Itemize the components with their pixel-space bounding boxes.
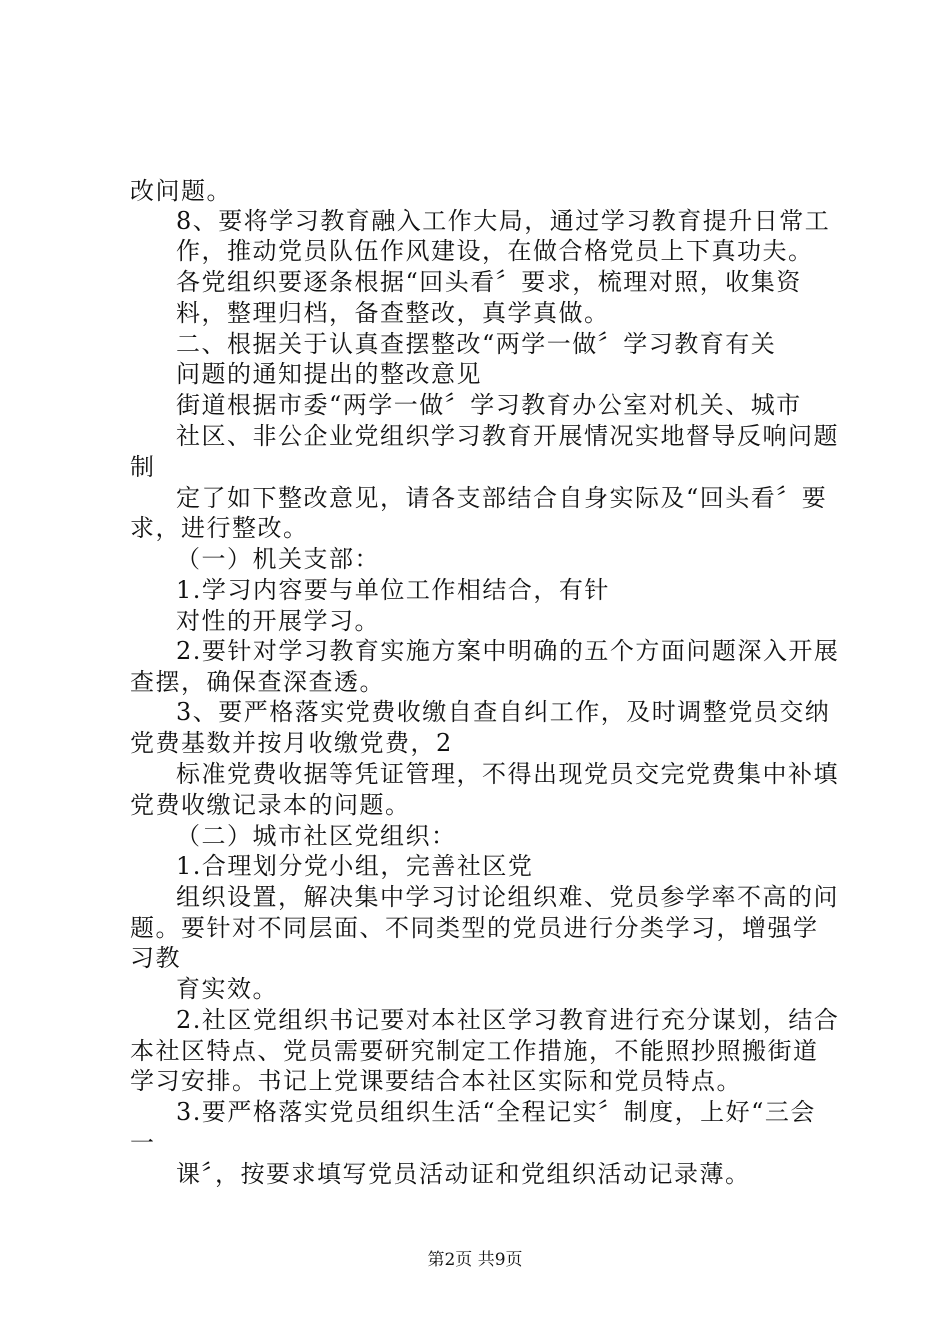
text-line: 本社区特点、党员需要研究制定工作措施，不能照抄照搬街道: [130, 1037, 819, 1065]
text-line: 作，推动党员队伍作风建设，在做合格党员上下真功夫。: [176, 237, 814, 265]
text-line: 二、根据关于认真查摆整改“两学一做〞学习教育有关: [176, 330, 777, 358]
text-line: 各党组织要逐条根据“回头看〞要求，梳理对照，收集资: [176, 268, 802, 296]
text-line: 育实效。: [176, 975, 278, 1003]
text-line: 3.要严格落实党员组织生活“全程记实〞制度，上好“三会: [176, 1098, 816, 1126]
text-line: 组织设置，解决集中学习讨论组织难、党员参学率不高的问: [176, 883, 839, 911]
text-line: 查摆，确保查深查透。: [130, 668, 385, 696]
text-line: 课〞，按要求填写党员活动证和党组织活动记录薄。: [176, 1160, 751, 1188]
page-number-footer: 第2页 共9页: [427, 1250, 523, 1270]
text-line: 习教: [130, 944, 181, 972]
text-line: 问题的通知提出的整改意见: [176, 360, 482, 388]
text-line: 2.要针对学习教育实施方案中明确的五个方面问题深入开展: [176, 637, 840, 665]
text-line: 社区、非公企业党组织学习教育开展情况实地督导反响问题: [176, 422, 839, 450]
text-line: 求，进行整改。: [130, 514, 309, 542]
text-line: 8、要将学习教育融入工作大局，通过学习教育提升日常工: [176, 207, 831, 235]
text-line: 对性的开展学习。: [176, 607, 380, 635]
text-line: （一）机关支部：: [176, 545, 380, 573]
text-line: 题。要针对不同层面、不同类型的党员进行分类学习，增强学: [130, 914, 819, 942]
text-line: 标准党费收据等凭证管理，不得出现党员交完党费集中补填: [176, 760, 839, 788]
text-line: 料，整理归档，备查整改，真学真做。: [176, 299, 610, 327]
text-line: 街道根据市委“两学一做〞学习教育办公室对机关、城市: [176, 391, 802, 419]
text-line: 党费收缴记录本的问题。: [130, 791, 411, 819]
text-line: （二）城市社区党组织：: [176, 822, 457, 850]
text-line: 一: [130, 1129, 156, 1157]
text-line: 1.学习内容要与单位工作相结合，有针: [176, 576, 610, 604]
text-line: 1.合理划分党小组，完善社区党: [176, 852, 534, 880]
text-line: 制: [130, 453, 156, 481]
text-line: 党费基数并按月收缴党费，2: [130, 729, 453, 757]
text-line: 学习安排。书记上党课要结合本社区实际和党员特点。: [130, 1067, 742, 1095]
text-line: 定了如下整改意见，请各支部结合自身实际及“回头看〞要: [176, 484, 828, 512]
text-line: 3、要严格落实党费收缴自查自纠工作，及时调整党员交纳: [176, 698, 831, 726]
text-line: 2.社区党组织书记要对本社区学习教育进行充分谋划，结合: [176, 1006, 840, 1034]
text-line: 改问题。: [130, 177, 232, 205]
